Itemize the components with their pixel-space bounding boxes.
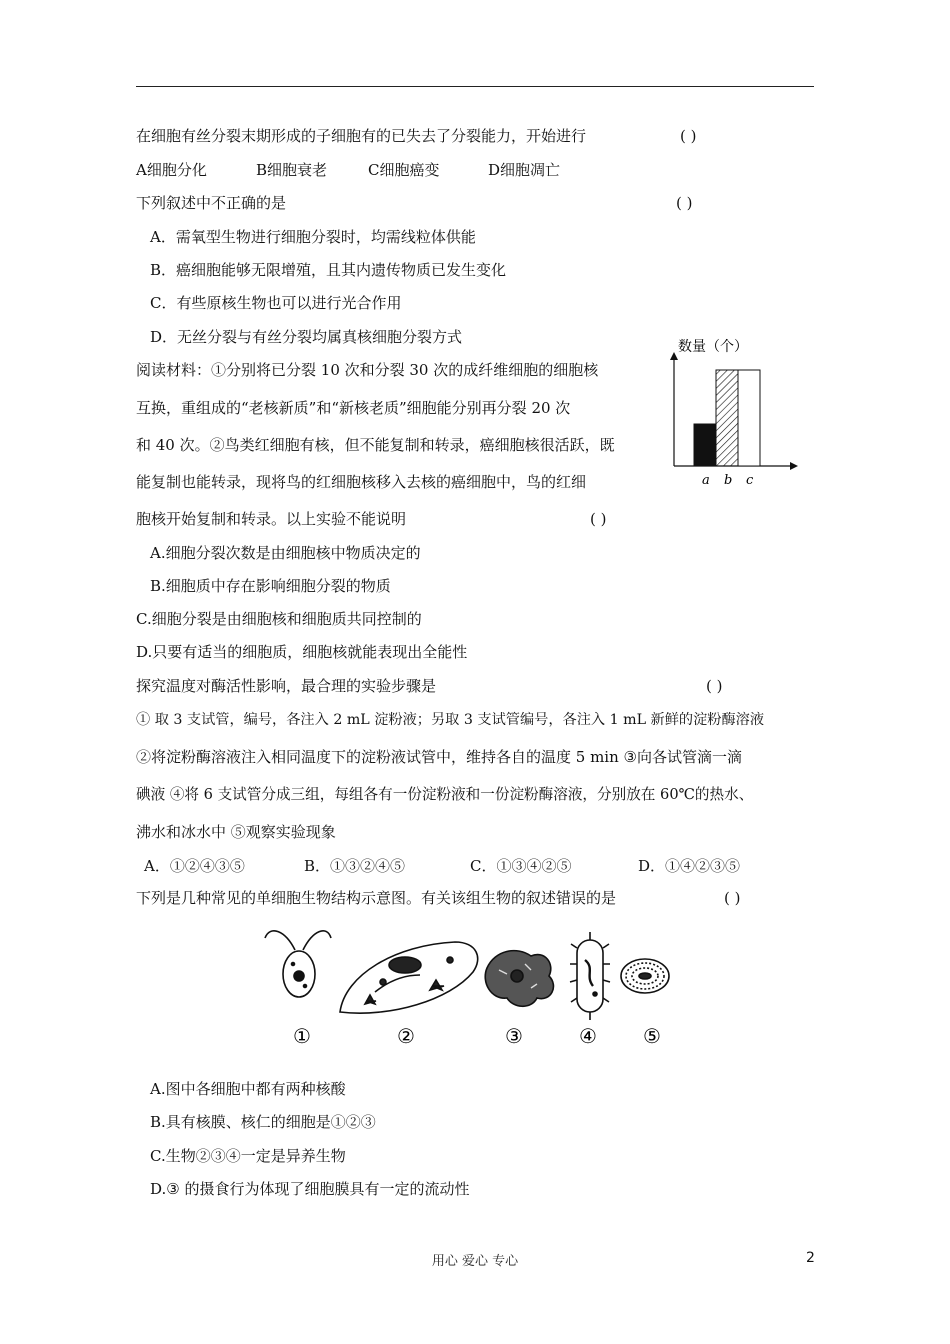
q2-option-b: B．癌细胞能够无限增殖，且其内遗传物质已发生变化 — [150, 261, 507, 279]
q4-line-1: ① 取 3 支试管，编号，各注入 2 mL 淀粉液；另取 3 支试管编号，各注入 1 mL 新鲜的淀粉酶溶液 — [136, 712, 765, 728]
q3-figure-y-arrow — [670, 352, 678, 360]
q5-option-b: B.具有核膜、核仁的细胞是①②③ — [150, 1113, 376, 1131]
q3-answer-bracket: ( ) — [590, 510, 607, 528]
organism-1-icon — [265, 931, 331, 997]
q1-stem: 在细胞有丝分裂末期形成的子细胞有的已失去了分裂能力，开始进行 — [136, 127, 587, 145]
q2-option-d: D．无丝分裂与有丝分裂均属真核细胞分裂方式 — [150, 328, 463, 346]
bar-b — [716, 370, 738, 466]
q5-option-d: D.③ 的摄食行为体现了细胞膜具有一定的流动性 — [150, 1180, 470, 1198]
q3-option-b: B.细胞质中存在影响细胞分裂的物质 — [150, 577, 391, 595]
bar-label-a: a — [702, 473, 710, 488]
q2-option-c: C．有些原核生物也可以进行光合作用 — [150, 294, 402, 312]
q3-line-3: 和 40 次。②鸟类红细胞有核，但不能复制和转录，癌细胞核很活跃，既 — [136, 436, 615, 454]
organism-5-icon — [621, 959, 669, 993]
q3-line-1: 阅读材料：①分别将已分裂 10 次和分裂 30 次的成纤维细胞的细胞核 — [136, 361, 599, 379]
q2-stem: 下列叙述中不正确的是 — [136, 194, 287, 212]
q3-line-5: 胞核开始复制和转录。以上实验不能说明 — [136, 510, 407, 528]
q5-stem: 下列是几种常见的单细胞生物结构示意图。有关该组生物的叙述错误的是 — [136, 889, 617, 907]
footer-text: 用心 爱心 专心 — [431, 1254, 519, 1269]
page-number: 2 — [806, 1250, 815, 1266]
q5-answer-bracket: ( ) — [724, 889, 741, 907]
q5-option-a: A.图中各细胞中都有两种核酸 — [150, 1080, 346, 1098]
q1-answer-bracket: ( ) — [680, 127, 697, 145]
q2-answer-bracket: ( ) — [676, 194, 693, 212]
organism-3-icon — [485, 951, 553, 1007]
bar-label-c: c — [746, 473, 754, 488]
q3-figure-x-arrow — [790, 462, 798, 470]
q4-line-3: 碘液 ④将 6 支试管分成三组，每组各有一份淀粉液和一份淀粉酶溶液，分别放在 60℃的热水、 — [136, 786, 754, 803]
organism-2-icon — [340, 942, 478, 1013]
q1-option-b: B细胞衰老 — [256, 161, 328, 179]
q3-option-c: C.细胞分裂是由细胞核和细胞质共同控制的 — [136, 610, 422, 628]
q3-line-4: 能复制也能转录，现将鸟的红细胞核移入去核的癌细胞中，鸟的红细 — [136, 473, 587, 491]
q2-option-a: A．需氧型生物进行细胞分裂时，均需线粒体供能 — [150, 228, 476, 246]
organism-label-2: ② — [397, 1024, 415, 1048]
header-rule — [136, 86, 814, 87]
organism-4-icon — [570, 932, 610, 1020]
organism-label-3: ③ — [505, 1024, 523, 1048]
q1-option-c: C细胞癌变 — [368, 161, 440, 179]
bar-label-b: b — [724, 473, 733, 488]
organism-label-1: ① — [293, 1024, 311, 1048]
bar-c — [738, 370, 760, 466]
q4-stem: 探究温度对酶活性影响，最合理的实验步骤是 — [136, 677, 437, 695]
bar-a — [694, 424, 716, 466]
q4-line-2: ②将淀粉酶溶液注入相同温度下的淀粉液试管中，维持各自的温度 5 min ③向各试管滴一滴 — [136, 748, 742, 766]
q1-option-a: A细胞分化 — [136, 161, 207, 179]
organism-label-5: ⑤ — [643, 1024, 661, 1048]
q3-bar-figure — [664, 334, 814, 490]
q4-option-d: D．①④②③⑤ — [638, 857, 741, 875]
q3-option-a: A.细胞分裂次数是由细胞核中物质决定的 — [150, 544, 421, 562]
q1-option-d: D细胞凋亡 — [488, 161, 561, 179]
q5-organism-figure — [255, 920, 705, 1050]
q4-option-b: B．①③②④⑤ — [304, 857, 406, 875]
q3-figure-ylabel: 数量（个） — [678, 339, 748, 355]
q4-answer-bracket: ( ) — [706, 677, 723, 695]
q5-option-c: C.生物②③④一定是异养生物 — [150, 1147, 346, 1165]
organism-label-4: ④ — [579, 1024, 597, 1048]
q3-option-d: D.只要有适当的细胞质，细胞核就能表现出全能性 — [136, 643, 468, 661]
q4-option-a: A．①②④③⑤ — [144, 857, 245, 875]
q4-line-4: 沸水和冰水中 ⑤观察实验现象 — [136, 823, 336, 841]
q4-option-c: C．①③④②⑤ — [470, 857, 572, 875]
q3-line-2: 互换，重组成的“老核新质”和“新核老质”细胞能分别再分裂 20 次 — [136, 399, 571, 417]
